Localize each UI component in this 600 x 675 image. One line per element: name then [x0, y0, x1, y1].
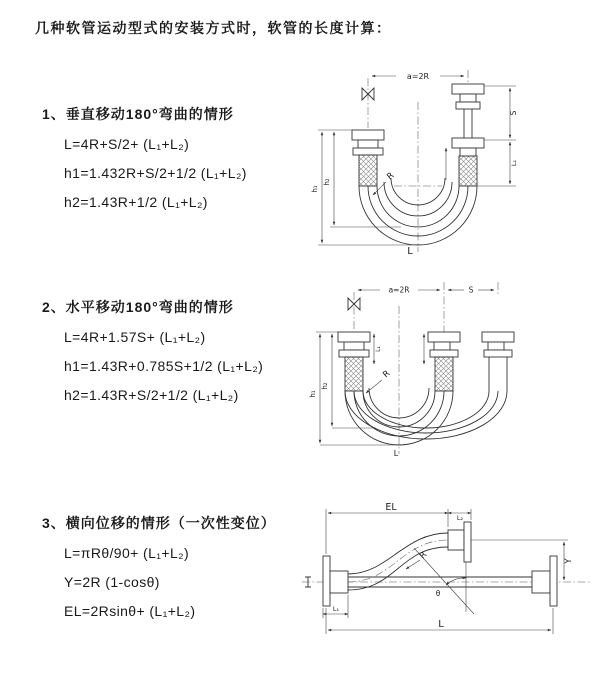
formula-length: L=πRθ/90+ (L₁+L₂): [64, 545, 190, 561]
dim-label-radius: R: [417, 549, 430, 562]
right-pipe-assembly: [482, 332, 514, 391]
left-pipe-assembly: [338, 332, 370, 391]
section-1-heading: 1、垂直移动180°弯曲的情形: [42, 106, 234, 122]
braided-hose-section: [359, 155, 377, 186]
formula-length: L=4R+S/2+ (L₁+L₂): [64, 136, 190, 152]
hose-displaced-position: [348, 533, 448, 590]
right-flange: [532, 556, 557, 606]
braided-hose-section: [345, 357, 363, 391]
dim-label-a2r: a=2R: [406, 72, 430, 81]
diagram-lateral-displacement: [296, 500, 598, 644]
dim-label-length: L: [438, 619, 444, 630]
dim-label-radius: R: [385, 170, 397, 183]
dim-label-a2r: a=2R: [388, 285, 410, 295]
dim-label-length: L: [393, 449, 399, 458]
dim-label-s: S: [468, 285, 474, 295]
middle-pipe-assembly: [428, 332, 460, 391]
dim-label-el: EL: [385, 502, 397, 513]
left-flange: [323, 556, 348, 606]
braided-hose-section: [459, 156, 477, 186]
dim-label-length: L: [407, 246, 413, 256]
section-3-heading: 3、横向位移的情形（一次性变位）: [42, 515, 276, 531]
dim-label-theta: θ: [435, 589, 441, 598]
angle-arc: [446, 578, 466, 585]
braided-hose-section: [435, 357, 453, 391]
right-pipe-assembly: [452, 84, 484, 186]
dim-label-y: Y: [564, 558, 574, 564]
diagram-vertical-bend: [306, 64, 586, 256]
hose-u-bends: [345, 388, 507, 445]
formula-el: EL=2Rsinθ+ (L₁+L₂): [64, 603, 196, 619]
formula-h2: h2=1.43R+1/2 (L₁+L₂): [64, 194, 208, 210]
upper-flange: [448, 522, 471, 562]
dim-label-h2: h₂: [323, 178, 331, 186]
dim-label-s: S: [509, 110, 518, 116]
dim-label-h1: h₁: [311, 185, 319, 193]
dim-label-h2: h₂: [321, 382, 329, 390]
formula-h1: h1=1.43R+0.785S+1/2 (L₁+L₂): [64, 358, 264, 374]
section-vertical-movement: [42, 104, 247, 223]
dim-label-h1: h₁: [309, 390, 317, 398]
formula-y: Y=2R (1-cosθ): [64, 574, 160, 590]
section-2-heading: 2、水平移动180°弯曲的情形: [42, 299, 234, 315]
dim-label-l1: L₁: [375, 346, 382, 352]
diagram-horizontal-bend: [306, 276, 586, 460]
page-title: 几种软管运动型式的安装方式时，软管的长度计算：: [35, 20, 392, 36]
dim-label-l1: L₁: [332, 605, 340, 613]
dim-label-l2: L₂: [456, 514, 464, 522]
left-pipe-assembly: [352, 130, 384, 186]
dim-label-l1: L₁: [510, 159, 518, 167]
formula-length: L=4R+1.57S+ (L₁+L₂): [64, 329, 206, 345]
section-horizontal-movement: [42, 297, 263, 416]
section-lateral-displacement: [42, 513, 276, 632]
dim-label-radius: R: [381, 368, 393, 381]
formula-h1: h1=1.432R+S/2+1/2 (L₁+L₂): [64, 165, 247, 181]
formula-h2: h2=1.43R+S/2+1/2 (L₁+L₂): [64, 387, 239, 403]
